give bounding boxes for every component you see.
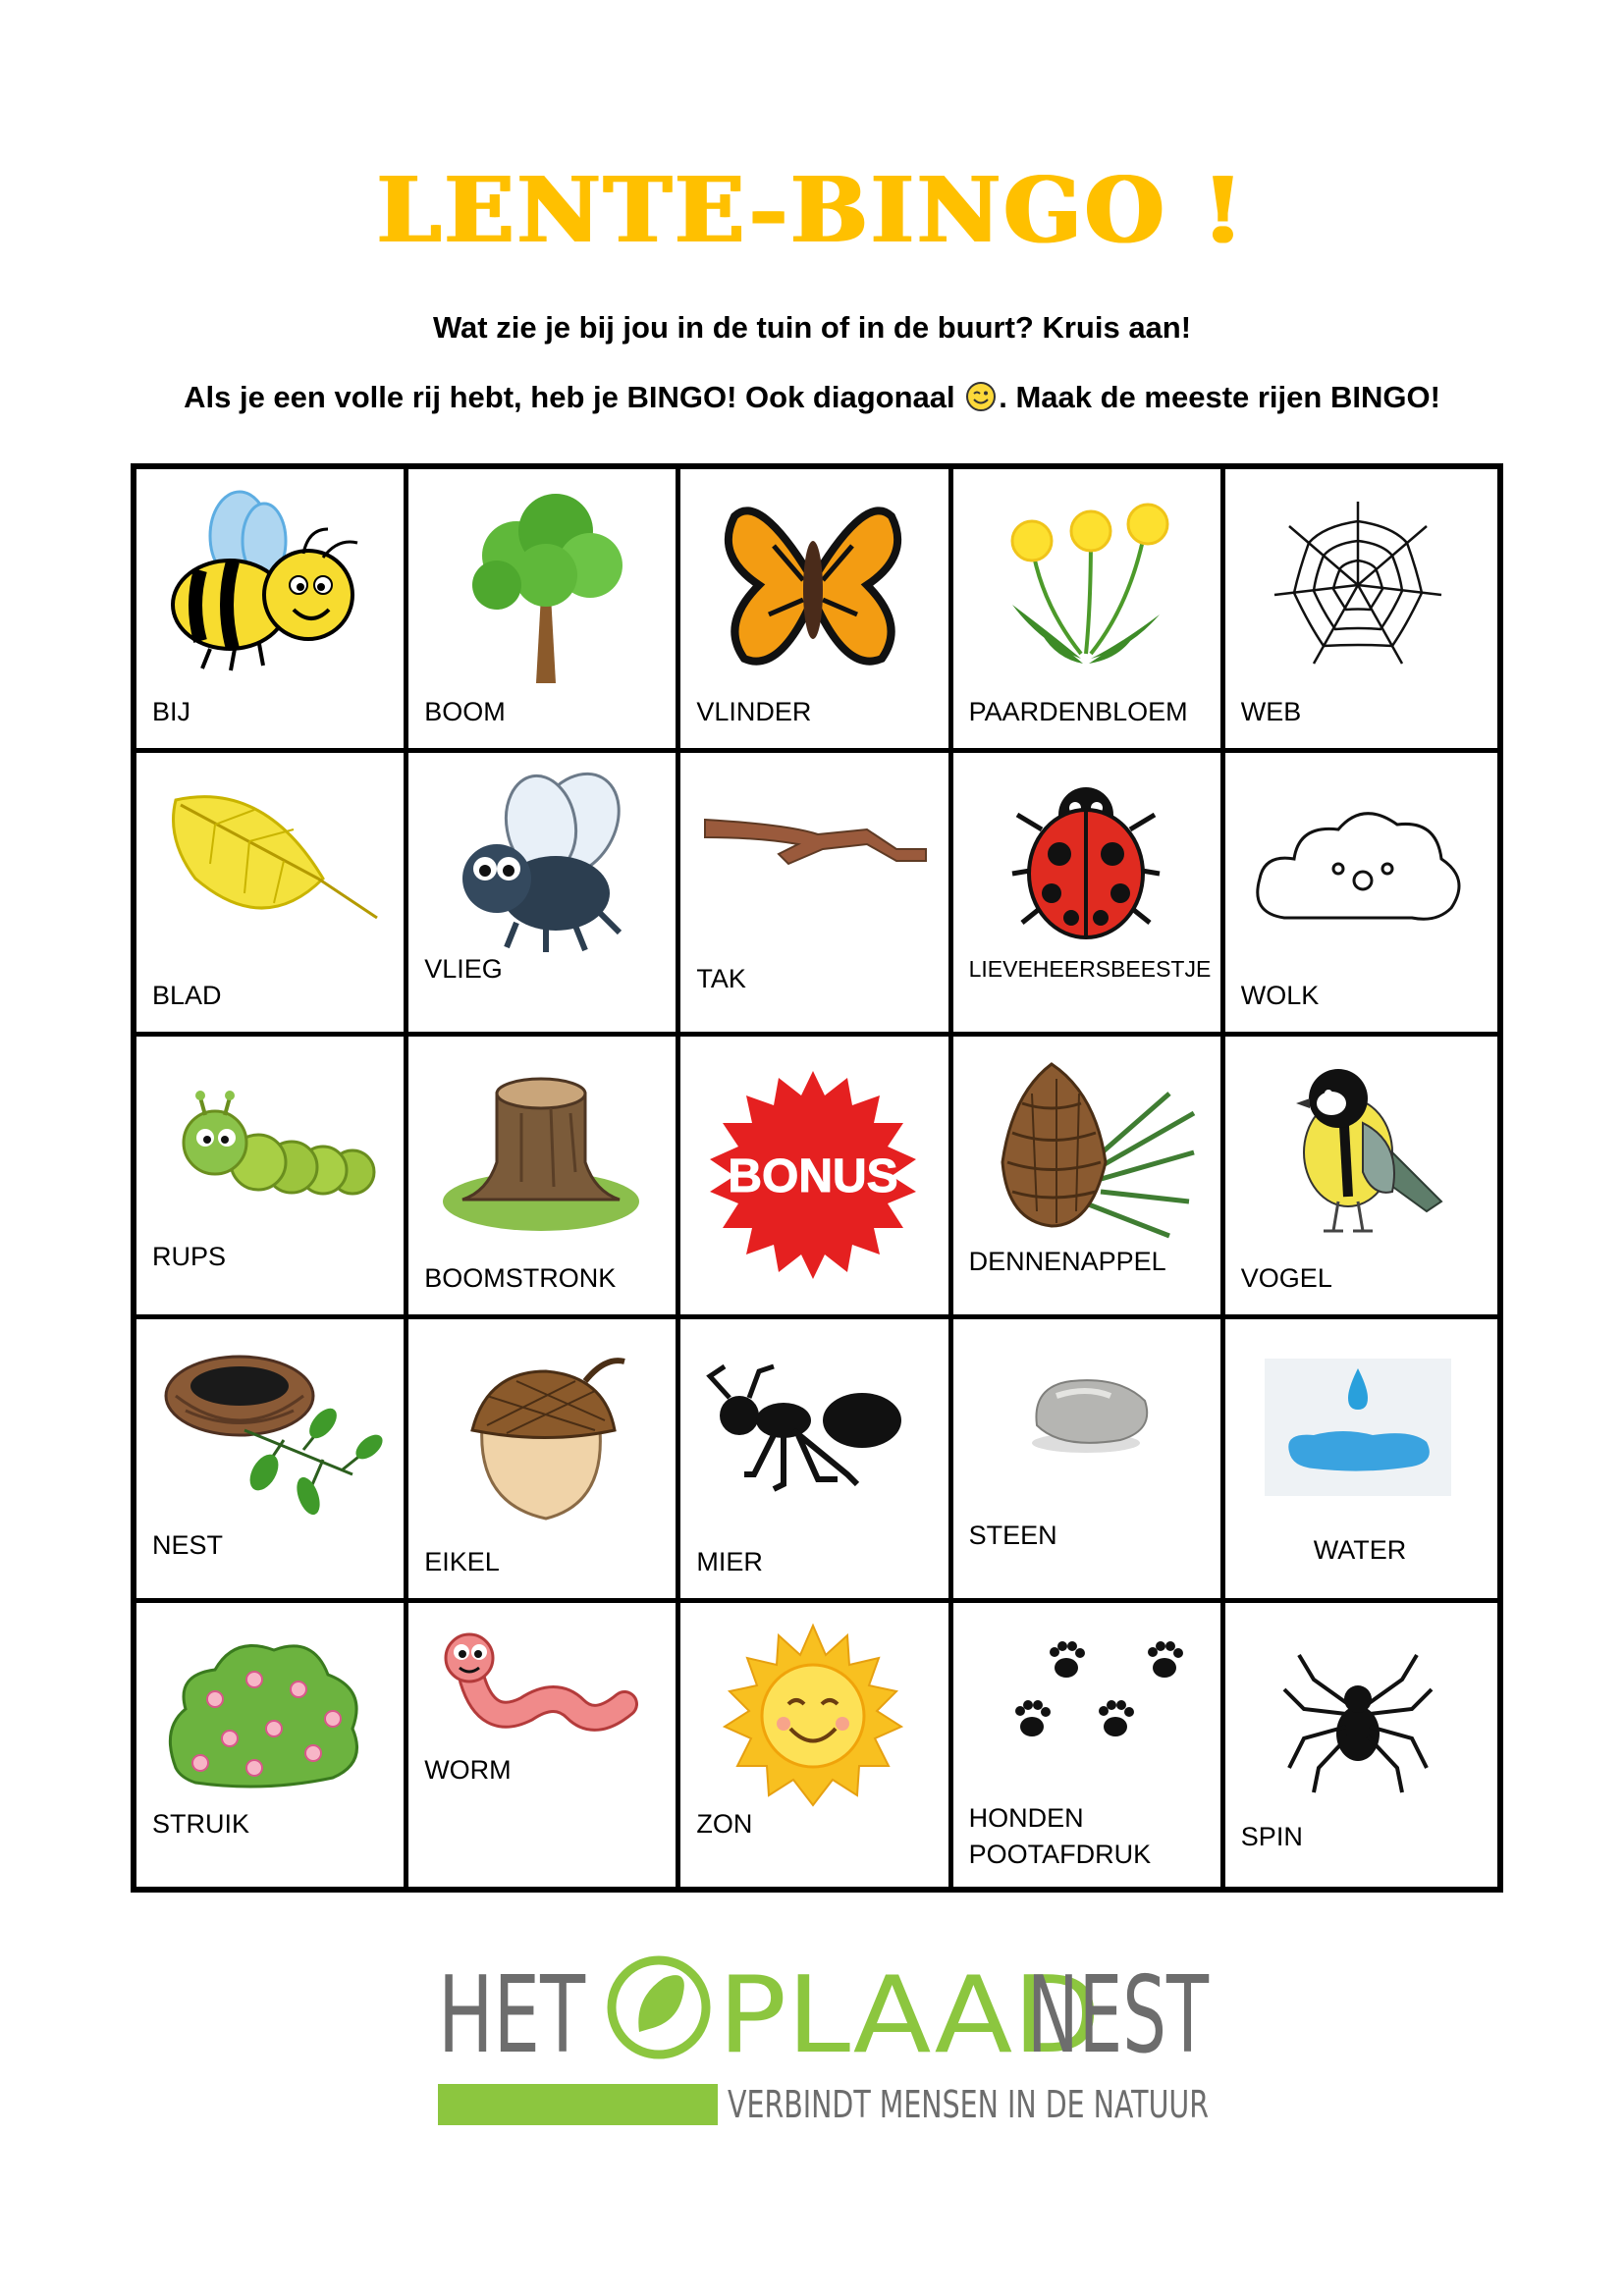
caterpillar-icon [156,1054,382,1251]
leaf-icon [156,771,382,967]
bingo-cell-paardenbloem[interactable] [953,469,1225,753]
cell-label: WATER [1313,1535,1407,1566]
cell-label: SPIN [1240,1821,1303,1851]
bingo-cell-spin[interactable] [1225,1603,1497,1887]
dandelion-icon [973,487,1199,683]
bush-icon [156,1621,382,1817]
logo-text-het: HET [438,1954,586,2077]
cell-label: VLINDER [696,696,812,726]
bingo-cell-wolk[interactable] [1225,753,1497,1037]
bingo-cell-mier[interactable] [680,1319,952,1603]
cell-label: HONDEN POOTAFDRUK [968,1802,1152,1869]
cell-label: PAARDENBLOEM [968,696,1188,726]
logo-text-nest: NEST [1027,1954,1210,2077]
bingo-cell-lieveheersbeestje[interactable] [953,753,1225,1037]
bingo-cell-vlieg[interactable] [408,753,680,1037]
bingo-cell-bonus[interactable] [680,1037,952,1320]
bingo-cell-rups[interactable] [136,1037,408,1320]
bingo-cell-nest[interactable] [136,1319,408,1603]
cell-label: WOLK [1240,980,1320,1010]
bingo-grid [131,463,1503,1893]
cell-label: DENNENAPPEL [968,1247,1166,1277]
instruction-line-2-start: Als je een volle rij hebt, heb je BINGO! Ook diagonaal [184,380,964,414]
pinecone-icon [973,1054,1199,1251]
bingo-cell-dennenappel[interactable] [953,1037,1225,1320]
water-drop-icon [1265,1359,1451,1496]
page-title: LENTE-BINGO ! [377,157,1247,263]
bingo-cell-web[interactable] [1225,469,1497,753]
bingo-cell-vogel[interactable] [1225,1037,1497,1320]
bird-icon [1245,1054,1471,1251]
bingo-cell-bij[interactable] [136,469,408,753]
bingo-cell-worm[interactable] [408,1603,680,1887]
instruction-line-2 [0,381,1624,412]
acorn-icon [428,1337,654,1533]
bingo-cell-struik[interactable] [136,1603,408,1887]
paw-prints-icon [973,1621,1199,1817]
cell-label: WEB [1240,696,1302,726]
spider-icon [1245,1621,1471,1817]
bonus-text: BONUS [728,1149,899,1202]
logo-leaf-icon [638,1975,684,2032]
cell-label: BOOMSTRONK [424,1263,617,1294]
tree-icon [428,487,654,683]
bingo-cell-blad[interactable] [136,753,408,1037]
cell-label: STRUIK [152,1808,250,1839]
spiderweb-icon [1245,487,1471,683]
cell-label: VLIEG [424,953,503,984]
bingo-cell-steen[interactable] [953,1319,1225,1603]
bingo-cell-zon[interactable] [680,1603,952,1887]
bingo-cell-water[interactable] [1225,1319,1497,1603]
cell-label: VOGEL [1240,1263,1332,1294]
instruction-line-2-end: . Maak de meeste rijen BINGO! [999,380,1440,414]
butterfly-icon [700,487,926,683]
cell-label: TAK [696,963,746,993]
bingo-cell-boomstronk[interactable] [408,1037,680,1320]
sun-icon [700,1621,926,1817]
logo-tagline: VERBINDT MENSEN IN DE NATUUR [728,2083,1209,2126]
logo-text-plaad: PLAAD [718,1954,1101,2077]
bingo-cell-eikel[interactable] [408,1319,680,1603]
cell-label: EIKEL [424,1547,500,1577]
logo-green-bar [438,2084,718,2125]
cell-label: BOOM [424,696,506,726]
cell-label: STEEN [968,1521,1057,1551]
cell-label: NEST [152,1530,224,1561]
cell-label: RUPS [152,1242,227,1272]
cell-label: BLAD [152,980,222,1010]
cell-label: WORM [424,1754,512,1785]
cloud-icon [1245,771,1471,967]
bingo-cell-honden-pootafdruk[interactable] [953,1603,1225,1887]
ladybug-icon [973,771,1199,967]
bee-icon [156,487,382,683]
tree-stump-icon [428,1054,654,1251]
ant-icon [700,1337,926,1533]
fly-icon [428,771,654,967]
bonus-badge-icon [695,1066,931,1282]
cell-label: LIEVEHEERSBEESTJE [968,955,1212,982]
cell-label: BIJ [152,696,191,726]
nest-icon [156,1337,382,1533]
bingo-cell-vlinder[interactable] [680,469,952,753]
instruction-line-1: Wat zie je bij jou in de tuin of in de buurt? Kruis aan! [432,310,1192,345]
cell-label: MIER [696,1547,763,1577]
bingo-cell-boom[interactable] [408,469,680,753]
bingo-cell-tak[interactable] [680,753,952,1037]
stone-icon [973,1337,1199,1533]
cell-label: ZON [696,1808,753,1839]
winking-smiley-icon [965,381,997,412]
het-oplaadnest-logo [438,1939,1214,2135]
branch-icon [700,771,926,967]
